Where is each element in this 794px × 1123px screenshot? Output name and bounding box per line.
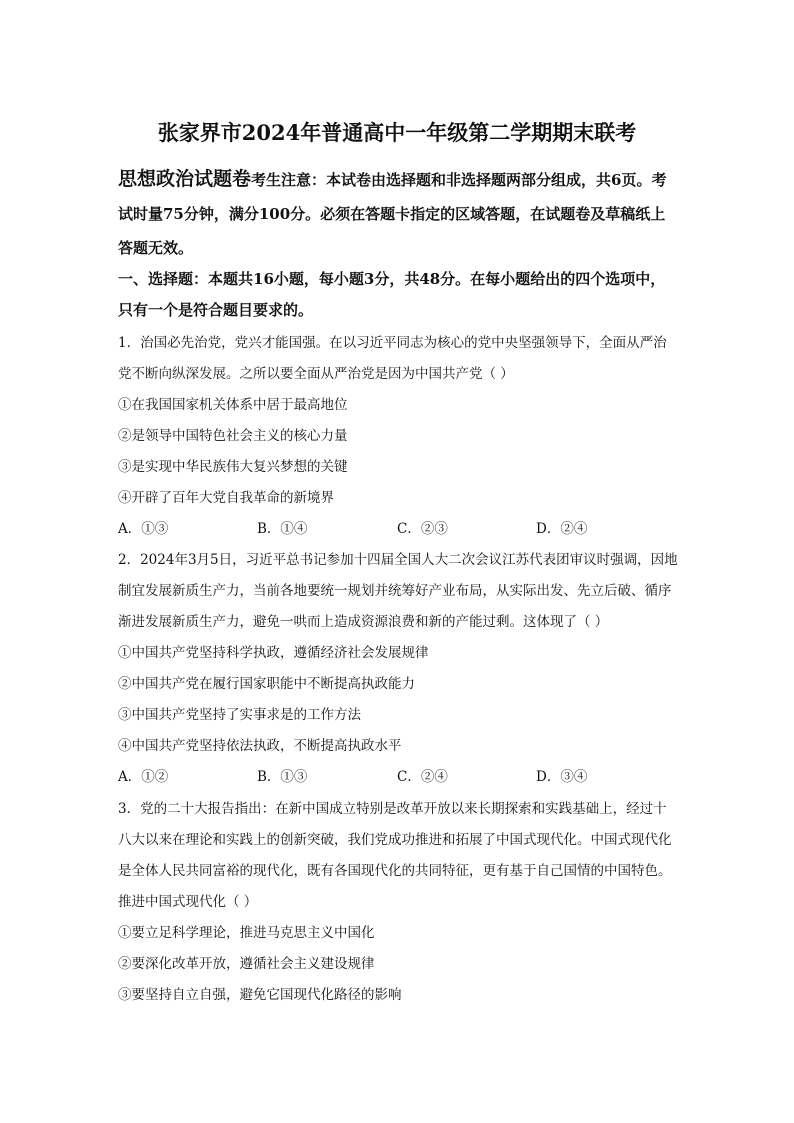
notice-text: 考生注意：本试卷由选择题和非选择题两部分组成，共6页。考试时量75分钟，满分100分。必须在答题卡指定的区域答题，在试题卷及草稿纸上答题无效。 [118, 171, 667, 257]
question-option: ②是领导中国特色社会主义的核心力量 [118, 428, 348, 444]
answer-choices [118, 762, 678, 793]
subject-title: 思想政治试题卷 [118, 168, 252, 190]
choice-c: C．②③ [397, 521, 448, 537]
question-3 [118, 794, 678, 1011]
choice-d: D．②④ [536, 521, 588, 537]
choice-a: A．①③ [118, 521, 169, 537]
question-option: ③中国共产党坚持了实事求是的工作方法 [118, 707, 361, 723]
question-stem: 2．2024年3月5日，习近平总书记参加十四届全国人大二次会议江苏代表团审议时强调，因地制宜发展新质生产力，当前各地要统一规划并统筹好产业布局，从实际出发、先立后破、循序渐进发展新质生产力，避免一哄而上造成资源浪费和新的产能过剩。这体现了（ ） [118, 552, 678, 630]
question-option: ②中国共产党在履行国家职能中不断提高执政能力 [118, 676, 415, 692]
question-option: ④开辟了百年大党自我革命的新境界 [118, 490, 334, 506]
question-option: ①在我国国家机关体系中居于最高地位 [118, 397, 348, 413]
question-option: ②要深化改革开放，遵循社会主义建设规律 [118, 956, 375, 972]
question-stem: 1．治国必先治党，党兴才能国强。在以习近平同志为核心的党中央坚强领导下，全面从严治党不断向纵深发展。之所以要全面从严治党是因为中国共产党（ ） [118, 335, 667, 382]
question-option: ①要立足科学理论，推进马克思主义中国化 [118, 925, 375, 941]
question-2 [118, 545, 678, 793]
question-option: ③是实现中华民族伟大复兴梦想的关键 [118, 459, 348, 475]
exam-notice [118, 162, 678, 265]
question-option: ①中国共产党坚持科学执政，遵循经济社会发展规律 [118, 645, 429, 661]
answer-choices [118, 514, 678, 545]
question-option: ④中国共产党坚持依法执政，不断提高执政水平 [118, 738, 402, 754]
question-option: ③要坚持自立自强，避免它国现代化路径的影响 [118, 987, 402, 1003]
choice-b: B．①③ [257, 769, 308, 785]
question-1 [118, 328, 678, 545]
exam-title: 张家界市2024年普通高中一年级第二学期期末联考 [157, 120, 637, 145]
choice-a: A．①② [118, 769, 169, 785]
question-stem: 3．党的二十大报告指出：在新中国成立特别是改革开放以来长期探索和实践基础上，经过十八大以来在理论和实践上的创新突破，我们党成功推进和拓展了中国式现代化。中国式现代化是全体人民共同富裕的现代化，既有各国现代化的共同特征，更有基于自己国情的中国特色。推进中国式现代化（ ） [118, 801, 672, 910]
section-heading: 一、选择题：本题共16小题，每小题3分，共48分。在每小题给出的四个选项中，只有一个是符合题目要求的。 [118, 270, 666, 319]
choice-c: C．②④ [397, 769, 448, 785]
choice-d: D．③④ [536, 769, 588, 785]
choice-b: B．①④ [257, 521, 308, 537]
